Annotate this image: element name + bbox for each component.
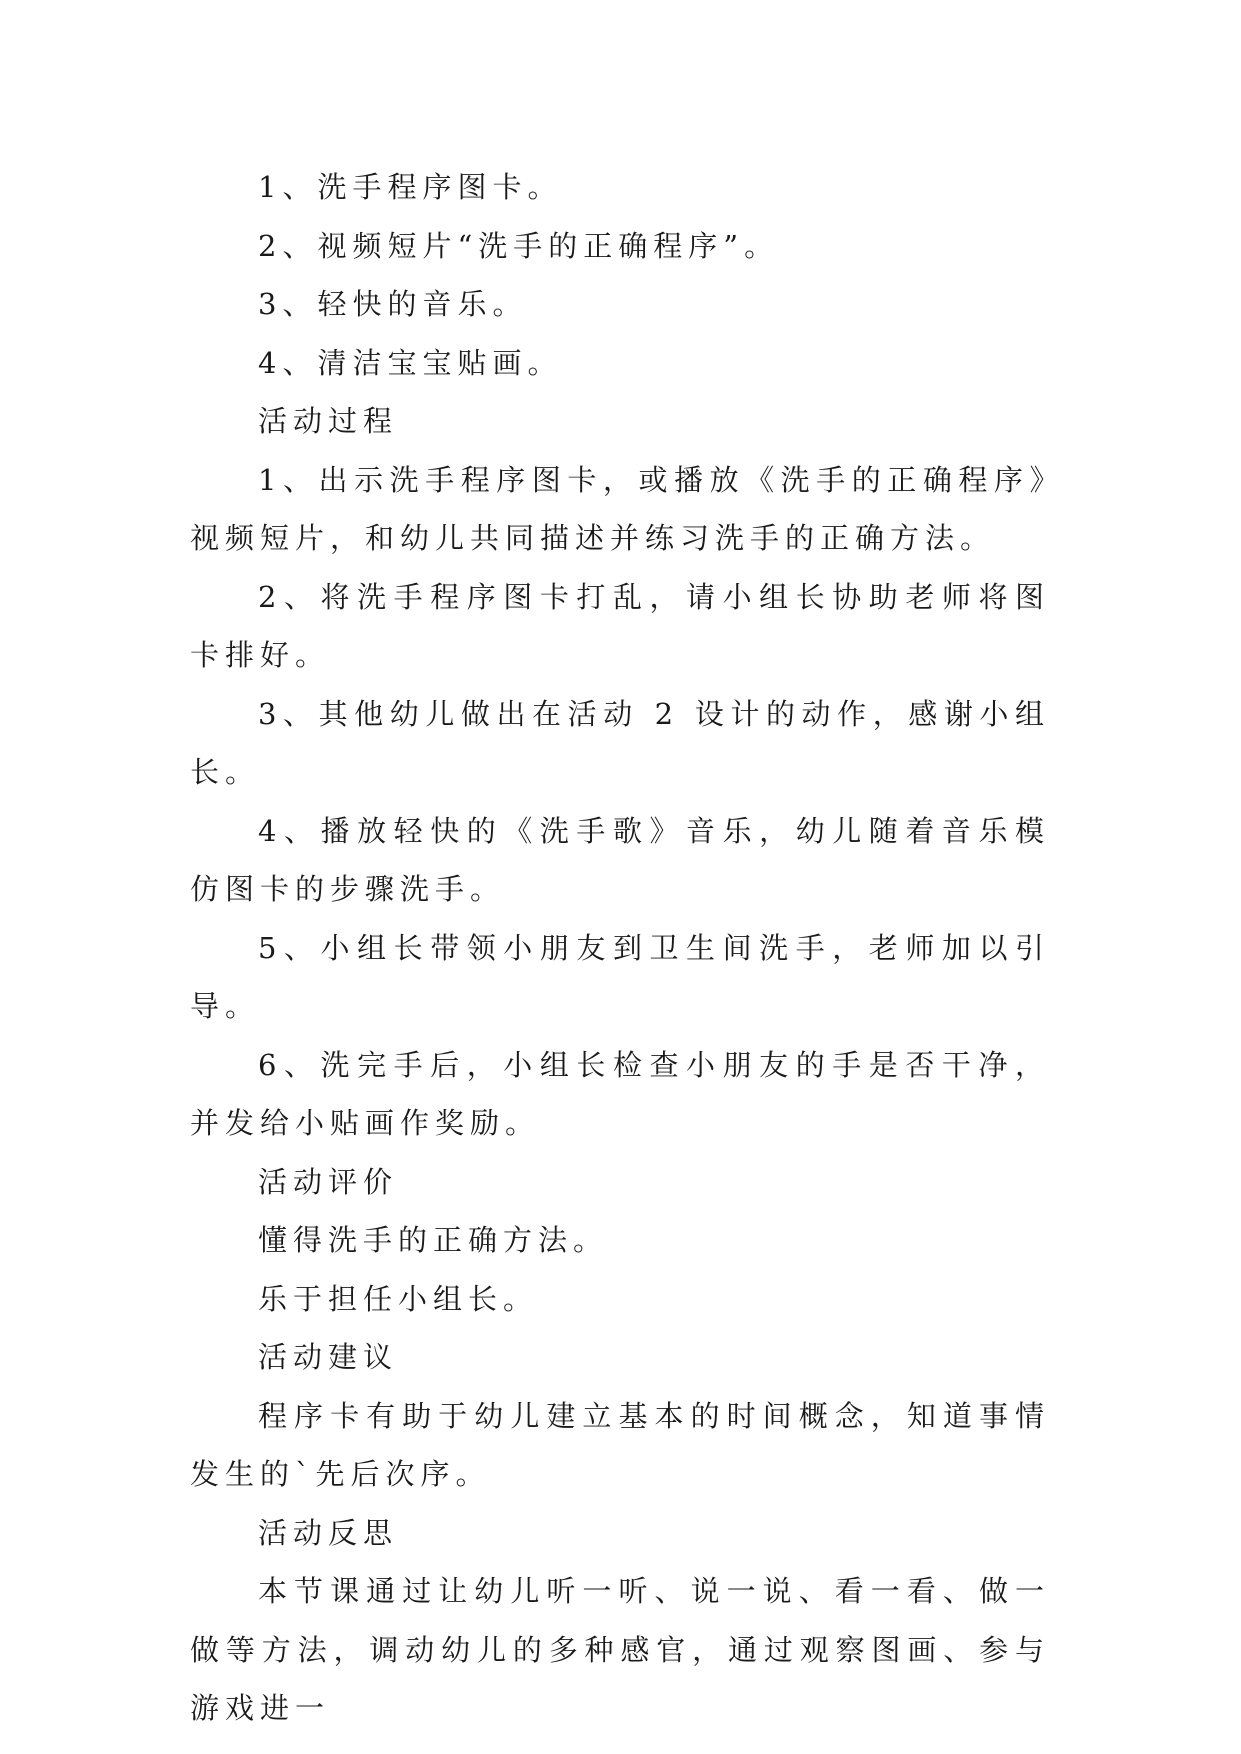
- section-heading-reflection: 活动反思: [258, 1515, 399, 1550]
- suggestion-text: 程序卡有助于幼儿建立基本的时间概念，知道事情发生的`先后次序。: [190, 1398, 1050, 1491]
- process-step-1: 1、出示洗手程序图卡，或播放《洗手的正确程序》视频短片，和幼儿共同描述并练习洗手的正确方法。: [190, 462, 1050, 555]
- process-step-2: 2、将洗手程序图卡打乱，请小组长协助老师将图卡排好。: [190, 579, 1050, 672]
- evaluation-item-2: 乐于担任小组长。: [258, 1281, 539, 1316]
- section-heading-suggestion: 活动建议: [258, 1340, 399, 1374]
- process-step-4: 4、播放轻快的《洗手歌》音乐，幼儿随着音乐模仿图卡的步骤洗手。: [190, 813, 1050, 906]
- list-item-materials-1: 1、洗手程序图卡。: [258, 170, 563, 204]
- section-heading-evaluation: 活动评价: [258, 1164, 399, 1199]
- process-step-6: 6、洗完手后，小组长检查小朋友的手是否干净，并发给小贴画作奖励。: [190, 1047, 1050, 1140]
- list-item-materials-3: 3、轻快的音乐。: [258, 287, 528, 321]
- section-heading-process: 活动过程: [258, 404, 399, 438]
- list-item-materials-4: 4、清洁宝宝贴画。: [258, 345, 563, 380]
- process-step-5: 5、小组长带领小朋友到卫生间洗手，老师加以引导。: [190, 930, 1050, 1023]
- reflection-text: 本节课通过让幼儿听一听、说一说、看一看、做一做等方法，调动幼儿的多种感官，通过观察图画、参与游戏进一: [190, 1574, 1050, 1725]
- document-page: [190, 158, 1050, 1738]
- evaluation-item-1: 懂得洗手的正确方法。: [258, 1223, 609, 1257]
- process-step-3: 3、其他幼儿做出在活动 2 设计的动作，感谢小组长。: [190, 696, 1050, 789]
- list-item-materials-2: 2、视频短片“洗手的正确程序”。: [258, 228, 780, 263]
